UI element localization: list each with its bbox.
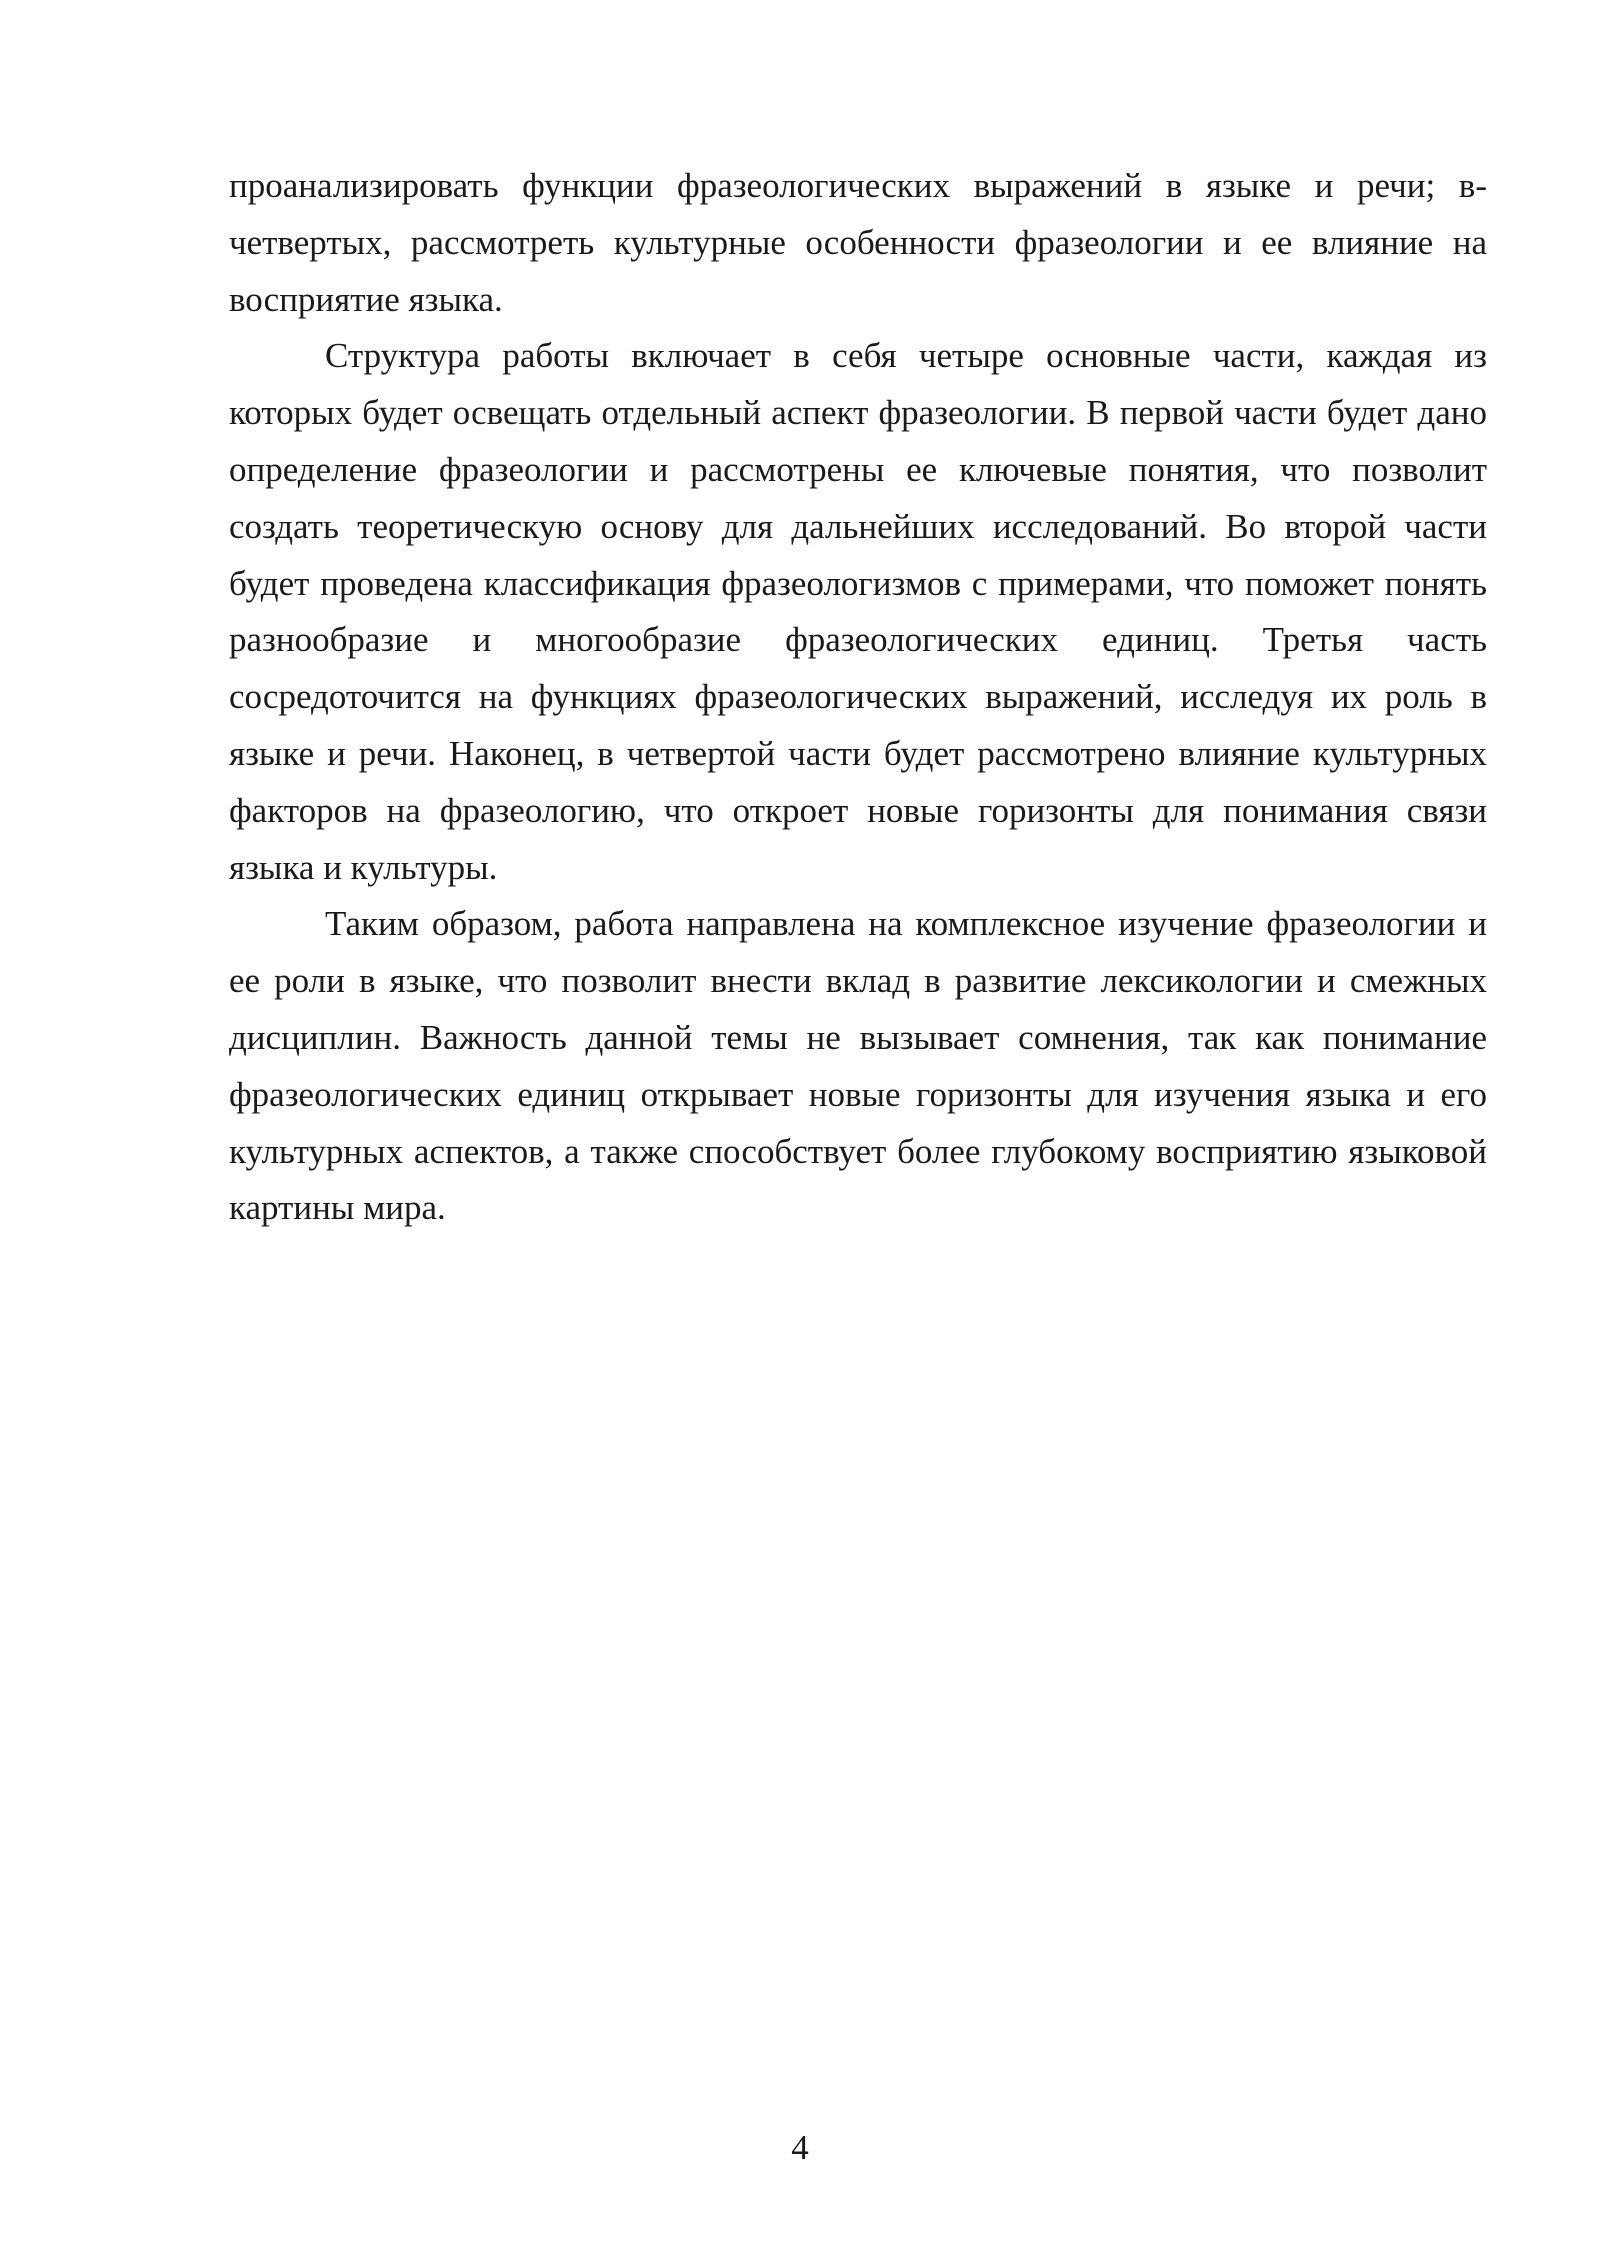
body-text [229,158,1487,1237]
paragraph-structure: Структура работы включает в себя четыре основные части, каждая из которых будет освещать отдельный аспект фразеологии. В первой части будет дано определение фразеологии и рассмотрены ее ключевые понятия, что позволит создать теоретическую основу для дальнейших исследований. Во второй части будет проведена классификация фразеологизмов с примерами, что поможет понять разнообразие и многообразие фразеологических единиц. Третья часть сосредоточится на функциях фразеологических выражений, исследуя их роль в языке и речи. Наконец, в четвертой части будет рассмотрено влияние культурных факторов на фразеологию, что откроет новые горизонты для понимания связи языка и культуры. [229,336,1487,887]
paragraph-conclusion: Таким образом, работа направлена на комплексное изучение фразеологии и ее роли в языке, что позволит внести вклад в развитие лексикологии и смежных дисциплин. Важность данной темы не вызывает сомнения, так как понимание фразеологических единиц открывает новые горизонты для изучения языка и его культурных аспектов, а также способствует более глубокому восприятию языковой картины мира. [229,904,1487,1228]
paragraph-continuation: проанализировать функции фразеологических выражений в языке и речи; в-четвертых, рассмотреть культурные особенности фразеологии и ее влияние на восприятие языка. [229,166,1487,319]
page-number: 4 [791,2128,809,2167]
